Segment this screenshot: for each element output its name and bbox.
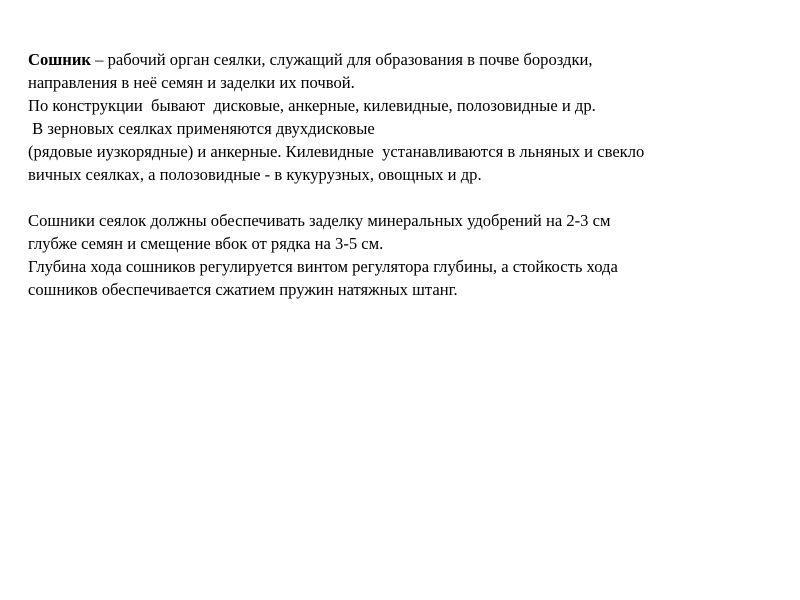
definition-line-1: [28, 48, 788, 71]
term-soshnik: Сошник: [28, 50, 91, 69]
definition-line-4: В зерновых сеялках применяются двухдисковые: [28, 119, 375, 138]
paragraph-spacer: [28, 186, 788, 209]
definition-line-5: (рядовые иузкорядные) и анкерные. Килевидные устанавливаются в льняных и свекло: [28, 142, 645, 161]
requirements-line-1: Сошники сеялок должны обеспечивать заделку минеральных удобрений на 2-3 см: [28, 211, 611, 230]
requirements-line-2: глубже семян и смещение вбок от рядка на 3-5 см.: [28, 234, 384, 253]
requirements-line-3: Глубина хода сошников регулируется винтом регулятора глубины, а стойкость хода: [28, 257, 618, 276]
definition-line-2: направления в неё семян и заделки их почвой.: [28, 73, 355, 92]
definition-line-6: вичных сеялках, а полозовидные - в кукурузных, овощных и др.: [28, 165, 482, 184]
definition-line-1-rest: – рабочий орган сеялки, служащий для образования в почве бороздки,: [90, 50, 593, 69]
definition-line-3: По конструкции бывают дисковые, анкерные, килевидные, полозовидные и др.: [28, 96, 596, 115]
requirements-line-4: сошников обеспечивается сжатием пружин натяжных штанг.: [28, 280, 458, 299]
slide-text-body: [28, 48, 788, 301]
